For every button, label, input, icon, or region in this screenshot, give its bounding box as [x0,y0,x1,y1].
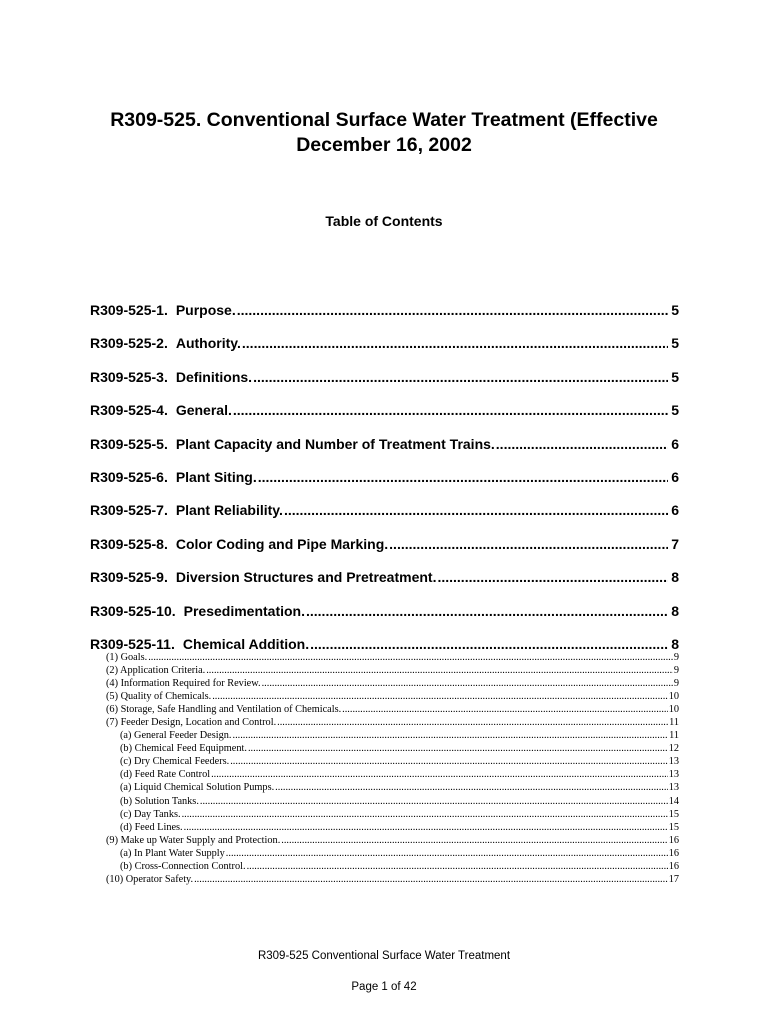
toc-heading: Table of Contents [325,213,443,229]
toc-minor-list [106,651,679,886]
toc-subentry-page: 12 [668,743,679,755]
dot-leader [275,781,668,794]
dot-leader [277,716,668,729]
page-footer: R309-525 Conventional Surface Water Treatment [257,950,511,962]
dot-leader [200,795,668,808]
toc-entry-page: 8 [671,602,679,619]
dot-leader [389,534,668,554]
toc-subentry-label: (d) Feed Lines. [120,821,183,833]
toc-entry-label: Authority. [175,335,241,352]
toc-entry-number: R309-525-11. [90,635,175,652]
toc-subentry [106,729,679,742]
toc-subentry-page: 16 [668,847,679,859]
toc-entry-number: R309-525-8. [90,535,168,552]
toc-entry-number: R309-525-4. [90,402,168,419]
toc-subentry-page: 10 [668,691,679,703]
toc-entry-page: 8 [671,569,679,586]
toc-subentry [106,716,679,729]
dot-leader [281,834,667,847]
toc-entry [90,467,679,500]
dot-leader [248,742,668,755]
dot-leader [284,500,668,520]
toc-subentry-label: (a) Liquid Chemical Solution Pumps. [120,782,275,794]
toc-subentry [106,742,679,755]
toc-entry-page: 5 [671,335,679,352]
toc-subentry-label: (b) Solution Tanks. [120,795,199,807]
toc-entry [90,367,679,400]
toc-entry-page: 5 [671,302,679,318]
dot-leader [253,367,668,387]
toc-entry-number: R309-525-10. [90,602,176,619]
toc-entry [90,601,679,634]
toc-subentry-page: 11 [669,717,679,729]
toc-subentry-label: (b) Chemical Feed Equipment. [120,743,247,755]
toc-entry-label: General. [175,402,232,419]
document-title: R309-525. Conventional Surface Water Treatment (Effective December 16, 2002 [110,109,658,156]
toc-subentry-page: 13 [668,756,679,768]
dot-leader [437,567,668,587]
toc-subentry-page: 9 [673,665,679,677]
toc-entry-label: Diversion Structures and Pretreatment. [175,569,437,586]
toc-subentry-label: (6) Storage, Safe Handling and Ventilation of Chemicals. [106,704,342,716]
toc-subentry [106,795,679,808]
toc-subentry-label: (a) In Plant Water Supply [120,847,225,859]
toc-entry-label: Presedimentation. [183,602,305,619]
dot-leader [258,467,668,487]
toc-entry-label: Color Coding and Pipe Marking. [175,535,389,552]
dot-leader [230,755,667,768]
dot-leader [306,601,668,621]
toc-subentry [106,781,679,794]
dot-leader [184,821,668,834]
toc-subentry [106,664,679,677]
toc-subentry-label: (10) Operator Safety. [106,873,194,885]
toc-entry-number: R309-525-2. [90,335,168,352]
toc-entry-label: Plant Siting. [175,468,257,485]
toc-subentry-label: (1) Goals. [106,652,148,663]
dot-leader [148,651,673,664]
toc-entry [90,400,679,433]
toc-entry-number: R309-525-6. [90,468,168,485]
dot-leader [237,300,668,320]
dot-leader [211,768,668,781]
toc-subentry-page: 16 [668,834,679,846]
toc-entry-page: 5 [671,402,679,419]
toc-entry [90,434,679,467]
toc-subentry-label: (9) Make up Water Supply and Protection. [106,834,281,846]
toc-entry [90,567,679,600]
toc-subentry [106,834,679,847]
toc-entry-number: R309-525-1. [90,302,168,318]
page-number: Page 1 of 42 [351,981,417,993]
dot-leader [496,434,668,454]
toc-subentry-page: 16 [668,860,679,872]
toc-subentry-label: (4) Information Required for Review. [106,678,261,690]
toc-entry-page: 8 [671,635,679,652]
dot-leader [226,847,668,860]
dot-leader [194,873,668,886]
dot-leader [262,677,673,690]
toc-subentry-page: 9 [673,652,679,663]
dot-leader [206,664,673,677]
toc-subentry [106,755,679,768]
toc-entry-page: 6 [671,502,679,519]
toc-subentry-label: (c) Dry Chemical Feeders. [120,756,230,768]
toc-subentry [106,808,679,821]
toc-entry-number: R309-525-7. [90,502,168,519]
toc-subentry-label: (b) Cross-Connection Control. [120,860,246,872]
toc-entry-page: 5 [671,368,679,385]
toc-subentry-label: (c) Day Tanks. [120,808,181,820]
toc-subentry-label: (2) Application Criteria. [106,665,206,677]
toc-subentry-page: 9 [673,678,679,690]
toc-subentry [106,677,679,690]
toc-subentry [106,690,679,703]
toc-subentry-page: 17 [668,873,679,885]
toc-subentry-page: 10 [668,704,679,716]
toc-subentry-page: 13 [668,769,679,781]
toc-subentry-label: (a) General Feeder Design. [120,730,232,742]
toc-entry-label: Plant Capacity and Number of Treatment Trains. [175,435,495,452]
toc-subentry [106,768,679,781]
toc-entry-label: Purpose. [175,302,236,318]
toc-entry [90,333,679,366]
toc-major-list [90,300,679,667]
toc-subentry [106,651,679,664]
toc-subentry-page: 13 [668,782,679,794]
toc-entry-label: Definitions. [175,368,253,385]
dot-leader [182,808,668,821]
toc-entry [90,300,679,333]
toc-entry-number: R309-525-9. [90,569,168,586]
dot-leader [242,333,668,353]
toc-subentry [106,821,679,834]
dot-leader [342,703,668,716]
toc-entry-label: Chemical Addition. [182,635,310,652]
toc-entry-page: 6 [671,468,679,485]
toc-subentry [106,847,679,860]
toc-entry-number: R309-525-5. [90,435,168,452]
toc-subentry [106,873,679,886]
toc-entry [90,500,679,533]
dot-leader [247,860,668,873]
toc-entry-label: Plant Reliability. [175,502,283,519]
toc-subentry-page: 15 [668,821,679,833]
toc-subentry-page: 15 [668,808,679,820]
toc-subentry-label: (7) Feeder Design, Location and Control. [106,717,277,729]
dot-leader [212,690,667,703]
toc-subentry [106,703,679,716]
toc-entry-number: R309-525-3. [90,368,168,385]
toc-subentry-page: 14 [668,795,679,807]
toc-subentry-page: 11 [669,730,679,742]
toc-entry-page: 6 [671,435,679,452]
toc-subentry [106,860,679,873]
dot-leader [233,729,669,742]
dot-leader [233,400,668,420]
toc-entry [90,534,679,567]
toc-subentry-label: (d) Feed Rate Control [120,769,211,781]
toc-subentry-label: (5) Quality of Chemicals. [106,691,212,703]
toc-entry-page: 7 [671,535,679,552]
